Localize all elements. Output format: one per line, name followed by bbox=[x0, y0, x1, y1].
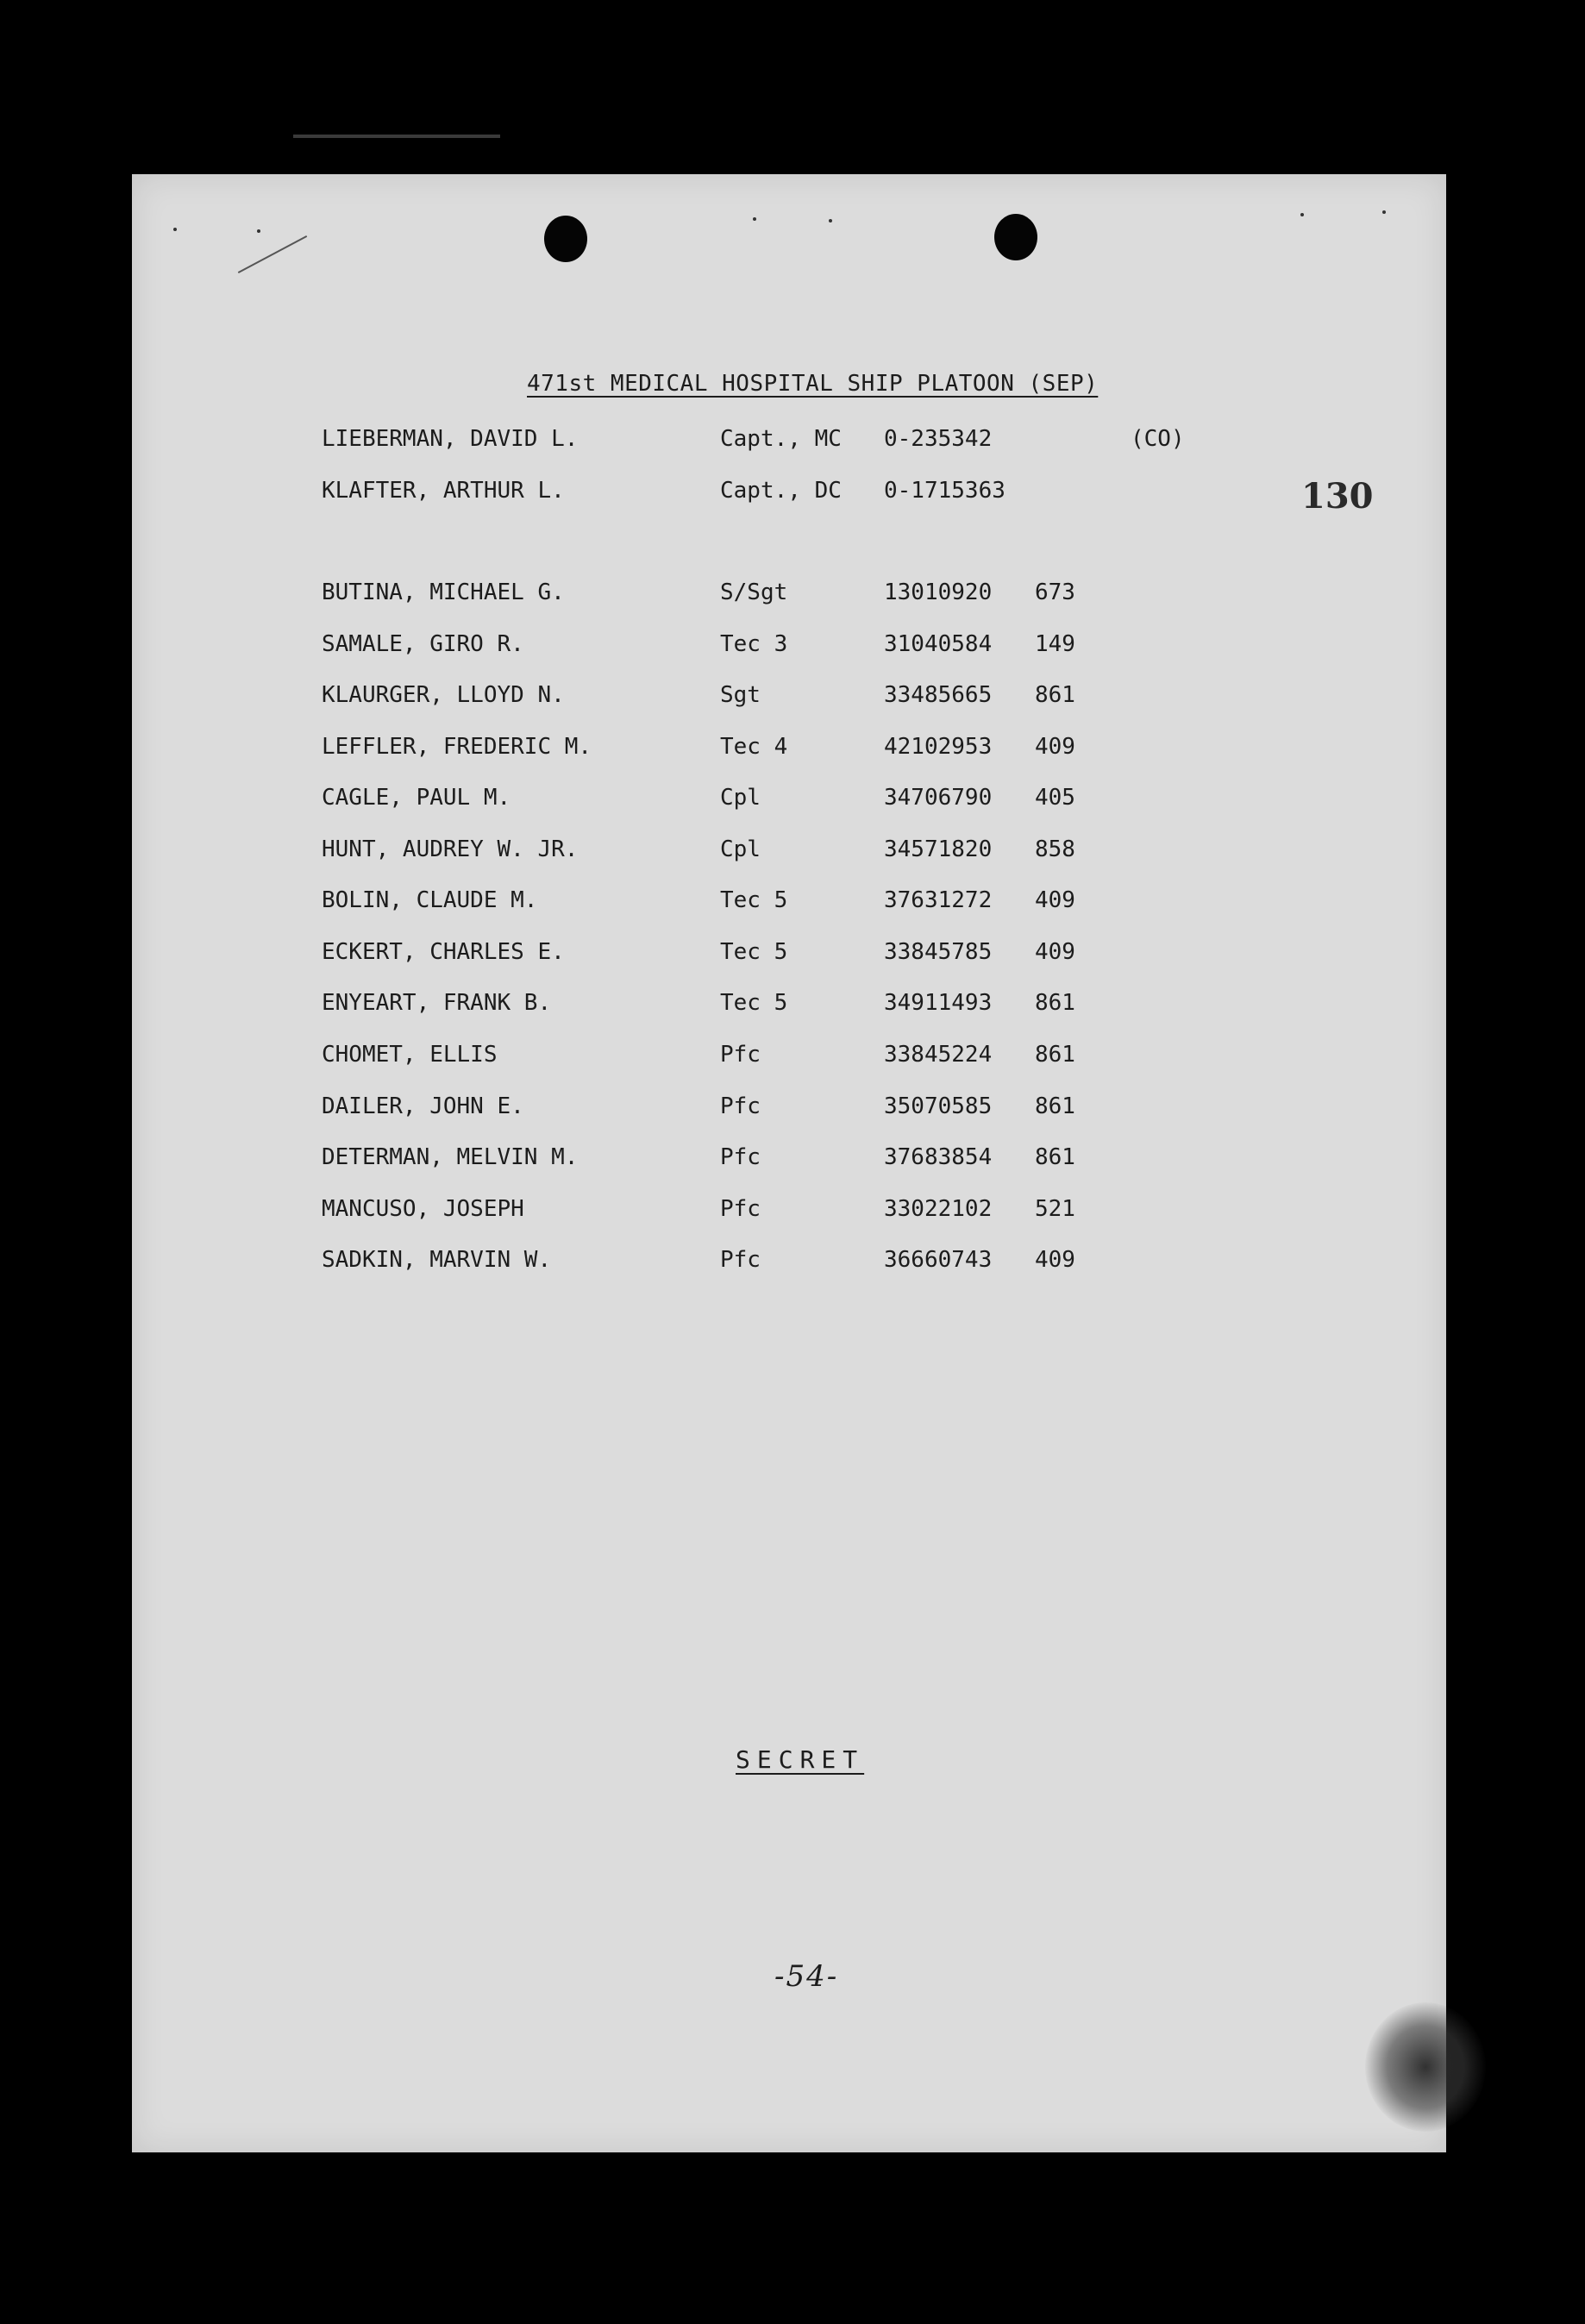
roster-code: 409 bbox=[1035, 1247, 1075, 1273]
roster-name: HUNT, AUDREY W. JR. bbox=[322, 836, 579, 862]
roster-code: 858 bbox=[1035, 836, 1075, 862]
roster-rank: S/Sgt bbox=[720, 579, 788, 605]
roster-name: DAILER, JOHN E. bbox=[322, 1093, 524, 1119]
roster-row bbox=[132, 631, 1446, 666]
roster-row bbox=[132, 734, 1446, 768]
roster-code: 409 bbox=[1035, 734, 1075, 760]
roster-rank: Capt., DC bbox=[720, 478, 842, 504]
paper-speck bbox=[753, 217, 756, 221]
roster-serial-number: 13010920 bbox=[884, 579, 993, 605]
roster-name: DETERMAN, MELVIN M. bbox=[322, 1144, 579, 1170]
roster-rank: Pfc bbox=[720, 1196, 761, 1222]
page-stamp-number: 130 bbox=[1301, 476, 1374, 517]
roster-rank: Pfc bbox=[720, 1247, 761, 1273]
roster-serial-number: 33022102 bbox=[884, 1196, 993, 1222]
roster-row bbox=[132, 426, 1446, 460]
roster-serial-number: 31040584 bbox=[884, 631, 993, 657]
paper-speck bbox=[829, 219, 832, 222]
roster-serial-number: 33845785 bbox=[884, 939, 993, 965]
document-title: 471st MEDICAL HOSPITAL SHIP PLATOON (SEP) bbox=[527, 371, 1099, 397]
roster-name: BOLIN, CLAUDE M. bbox=[322, 887, 538, 913]
top-edge-mark bbox=[293, 135, 500, 138]
roster-row bbox=[132, 1144, 1446, 1179]
roster-rank: Cpl bbox=[720, 785, 761, 811]
paper-speck bbox=[1300, 213, 1304, 216]
punch-hole-right bbox=[994, 214, 1037, 260]
roster-code: 521 bbox=[1035, 1196, 1075, 1222]
paper-speck bbox=[1382, 210, 1386, 214]
roster-code: 405 bbox=[1035, 785, 1075, 811]
classification-marking: SECRET bbox=[736, 1745, 865, 1774]
roster-row bbox=[132, 1247, 1446, 1281]
roster-code: 861 bbox=[1035, 1144, 1075, 1170]
roster-code: 409 bbox=[1035, 939, 1075, 965]
roster-code: 861 bbox=[1035, 1093, 1075, 1119]
paper-speck bbox=[173, 228, 177, 231]
roster-name: SADKIN, MARVIN W. bbox=[322, 1247, 552, 1273]
roster-name: ENYEART, FRANK B. bbox=[322, 990, 552, 1016]
punch-hole-left bbox=[544, 216, 587, 262]
roster-row bbox=[132, 939, 1446, 974]
document-page bbox=[132, 174, 1446, 2152]
roster-name: LIEBERMAN, DAVID L. bbox=[322, 426, 579, 452]
roster-serial-number: 42102953 bbox=[884, 734, 993, 760]
page-number: -54- bbox=[774, 1959, 839, 1994]
roster-row bbox=[132, 1042, 1446, 1076]
paper-speck bbox=[257, 229, 260, 233]
roster-row bbox=[132, 990, 1446, 1024]
roster-name: ECKERT, CHARLES E. bbox=[322, 939, 565, 965]
roster-rank: Pfc bbox=[720, 1144, 761, 1170]
roster-rank: Tec 4 bbox=[720, 734, 788, 760]
roster-rank: Tec 3 bbox=[720, 631, 788, 657]
roster-name: BUTINA, MICHAEL G. bbox=[322, 579, 565, 605]
roster-rank: Pfc bbox=[720, 1042, 761, 1068]
roster-serial-number: 0-235342 bbox=[884, 426, 993, 452]
roster-rank: Cpl bbox=[720, 836, 761, 862]
roster-row bbox=[132, 1196, 1446, 1231]
roster-row bbox=[132, 887, 1446, 922]
roster-name: LEFFLER, FREDERIC M. bbox=[322, 734, 592, 760]
roster-code: 861 bbox=[1035, 1042, 1075, 1068]
roster-code: 861 bbox=[1035, 682, 1075, 708]
roster-rank: Tec 5 bbox=[720, 887, 788, 913]
roster-serial-number: 34911493 bbox=[884, 990, 993, 1016]
roster-name: CHOMET, ELLIS bbox=[322, 1042, 498, 1068]
roster-serial-number: 34706790 bbox=[884, 785, 993, 811]
roster-row bbox=[132, 682, 1446, 717]
roster-row bbox=[132, 1093, 1446, 1128]
roster-serial-number: 0-1715363 bbox=[884, 478, 1006, 504]
roster-rank: Pfc bbox=[720, 1093, 761, 1119]
roster-row bbox=[132, 836, 1446, 871]
roster-name: SAMALE, GIRO R. bbox=[322, 631, 524, 657]
roster-rank: Tec 5 bbox=[720, 990, 788, 1016]
roster-serial-number: 36660743 bbox=[884, 1247, 993, 1273]
roster-code: 409 bbox=[1035, 887, 1075, 913]
roster-row bbox=[132, 785, 1446, 819]
roster-name: KLAFTER, ARTHUR L. bbox=[322, 478, 565, 504]
roster-row bbox=[132, 579, 1446, 614]
roster-serial-number: 34571820 bbox=[884, 836, 993, 862]
roster-serial-number: 37631272 bbox=[884, 887, 993, 913]
roster-code: 149 bbox=[1035, 631, 1075, 657]
roster-row bbox=[132, 478, 1446, 512]
paper-scratch bbox=[238, 235, 307, 273]
roster-serial-number: 37683854 bbox=[884, 1144, 993, 1170]
roster-name: CAGLE, PAUL M. bbox=[322, 785, 511, 811]
roster-rank: Capt., MC bbox=[720, 426, 842, 452]
roster-serial-number: 35070585 bbox=[884, 1093, 993, 1119]
roster-name: MANCUSO, JOSEPH bbox=[322, 1196, 524, 1222]
roster-code: 861 bbox=[1035, 990, 1075, 1016]
roster-serial-number: 33485665 bbox=[884, 682, 993, 708]
corner-smudge bbox=[1365, 2002, 1486, 2132]
roster-code: 673 bbox=[1035, 579, 1075, 605]
roster-serial-number: 33845224 bbox=[884, 1042, 993, 1068]
roster-name: KLAURGER, LLOYD N. bbox=[322, 682, 565, 708]
roster-note: (CO) bbox=[1131, 426, 1185, 452]
roster-rank: Sgt bbox=[720, 682, 761, 708]
roster-rank: Tec 5 bbox=[720, 939, 788, 965]
